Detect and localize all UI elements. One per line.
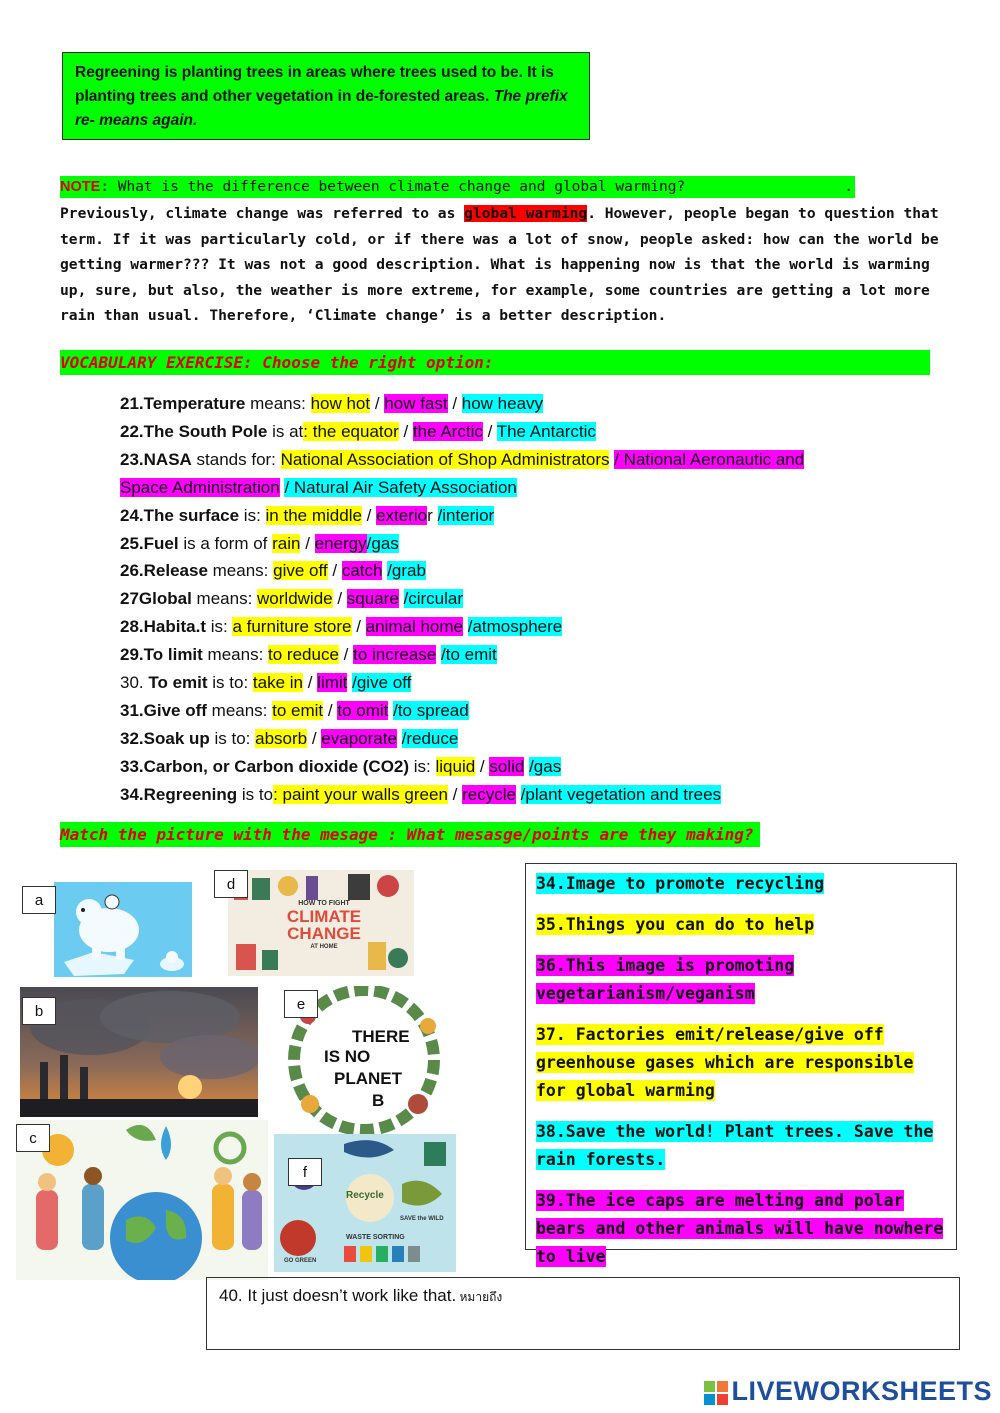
option-2[interactable]: how fast	[384, 394, 448, 413]
option-2[interactable]: solid	[489, 756, 525, 776]
message-text: 36.This image is promoting vegetarianism/veganism	[536, 956, 795, 1003]
poster-f-t3: WASTE SORTING	[346, 1234, 405, 1241]
q-connector: is:	[205, 617, 233, 637]
question-40-text: 40. It just doesn’t work like that.	[219, 1286, 457, 1305]
q-connector: is to:	[207, 673, 253, 693]
question-40-thai: หมายถึง	[456, 1290, 503, 1304]
question-28: 28.Habita.t is: a furniture store / animal home /atmosphere	[120, 617, 563, 637]
q-num: 24.	[120, 505, 144, 525]
poster-f-t4: GO GREEN	[284, 1258, 317, 1264]
question-24: 24.The surface is: in the middle / exterior /interior	[120, 505, 495, 525]
poster-e-line3: PLANET	[334, 1069, 402, 1088]
question-29: 29.To limit means: to reduce / to increase /to emit	[120, 645, 497, 665]
option-2[interactable]: energy	[314, 533, 367, 553]
q-num: 26.	[120, 561, 144, 581]
definition-text: Regreening is planting trees in areas where trees used to be. It is planting trees and other vegetation in de-forested areas.	[75, 64, 554, 105]
option-1[interactable]: National Association of Shop Administrators	[280, 449, 610, 469]
option-3[interactable]: /plant vegetation and trees	[520, 784, 722, 804]
para-before: Previously, climate change was referred to as	[60, 205, 465, 222]
q-connector: is:	[409, 756, 436, 776]
message-text: 37. Factories emit/release/give off greenhouse gases which are responsible for global warming	[536, 1025, 914, 1100]
q-connector: is:	[239, 505, 266, 525]
q-connector: means:	[206, 700, 273, 720]
q-term: To emit	[148, 673, 208, 693]
poster-e-line1: THERE	[352, 1027, 410, 1046]
option-1[interactable]: worldwide	[257, 589, 333, 609]
q-connector: is to:	[209, 728, 256, 748]
q-connector: is to	[237, 784, 274, 804]
option-1[interactable]: to reduce	[268, 645, 339, 665]
picture-f-recycling-stickers	[274, 1134, 456, 1272]
poster-f-t1: Recycle	[346, 1190, 384, 1201]
q-num: 25.	[120, 533, 144, 553]
option-3[interactable]: /grab	[387, 561, 426, 581]
option-2[interactable]: / National Aeronautic and	[614, 449, 805, 469]
label-c: c	[16, 1124, 50, 1152]
option-3[interactable]: /to emit	[441, 645, 497, 665]
option-2-cont[interactable]: Space Administration	[120, 477, 280, 497]
question-40-box[interactable]	[206, 1277, 960, 1350]
message-text: 35.Things you can do to help	[536, 915, 815, 934]
q-term: Habita.t	[143, 617, 206, 637]
match-heading: Match the picture with the mesage : What mesasge/points are they making?	[60, 822, 760, 847]
q-term: To limit	[143, 645, 203, 665]
option-3[interactable]: /gas	[366, 533, 399, 553]
option-2[interactable]: the Arctic	[412, 421, 483, 441]
question-32: 32.Soak up is to: absorb / evaporate /reduce	[120, 728, 459, 748]
polar-bear-illustration	[54, 882, 192, 977]
q-term: Temperature	[143, 394, 246, 413]
label-e: e	[284, 990, 318, 1018]
q-term: Fuel	[143, 533, 179, 553]
explanation-paragraph	[60, 201, 940, 329]
logo-text: LIVEWORKSHEETS	[731, 1376, 992, 1406]
label-f: f	[288, 1158, 322, 1186]
option-3[interactable]: /circular	[403, 589, 464, 609]
question-21: 21.Temperature means: how hot / how fast / how heavy	[120, 394, 544, 413]
option-1[interactable]: : paint your walls green	[273, 784, 448, 804]
question-27: 27Global means: worldwide / square /circular	[120, 589, 464, 609]
q-num: 21.	[120, 394, 144, 413]
option-2[interactable]: square	[346, 589, 399, 609]
q-num: 34.	[120, 784, 144, 804]
q-num: 32.	[120, 728, 144, 748]
q-connector: is a form of	[178, 533, 273, 553]
liveworksheets-logo	[704, 1376, 992, 1407]
q-term: Soak up	[143, 728, 210, 748]
label-d: d	[214, 870, 248, 898]
definition-box	[62, 52, 590, 140]
vocab-question-list	[120, 390, 940, 809]
option-1[interactable]: absorb	[255, 728, 308, 748]
q-term: The South Pole	[143, 421, 268, 441]
q-term: Give off	[143, 700, 207, 720]
q-term: Carbon, or Carbon dioxide (CO2)	[143, 756, 410, 776]
recycling-stickers-illustration	[274, 1134, 456, 1272]
question-31: 31.Give off means: to emit / to omit /to spread	[120, 700, 469, 720]
option-1[interactable]: liquid	[435, 756, 476, 776]
q-num: 23.	[120, 449, 144, 469]
q-num: 27	[120, 589, 139, 609]
note-dot: .	[844, 179, 853, 195]
option-3[interactable]: /to spread	[393, 700, 469, 720]
poster-d-small2: AT HOME	[310, 944, 338, 950]
question-22: 22.The South Pole is at: the equator / the Arctic / The Antarctic	[120, 421, 596, 441]
picture-a-polar-bear	[54, 882, 192, 977]
question-30: 30. To emit is to: take in / limit /give off	[120, 673, 412, 693]
people-earth-illustration	[16, 1120, 268, 1280]
label-b: b	[22, 997, 56, 1025]
option-1[interactable]: give off	[273, 561, 328, 581]
label-a: a	[22, 886, 56, 914]
question-23-cont	[120, 474, 940, 502]
poster-e-line2: IS NO	[324, 1047, 371, 1066]
q-connector: means:	[207, 561, 274, 581]
poster-d-line1: CLIMATE	[286, 907, 362, 926]
picture-c-people-earth	[16, 1120, 268, 1280]
message-text: 39.The ice caps are melting and polar bears and other animals will have nowhere to live	[536, 1191, 944, 1266]
message-37	[536, 1021, 946, 1105]
picture-d-climate-poster	[228, 870, 414, 976]
message-39	[536, 1187, 946, 1271]
q-connector: stands for:	[191, 449, 281, 469]
note-question: : What is the difference between climate change and global warming?	[100, 179, 686, 195]
option-1[interactable]: rain	[272, 533, 301, 553]
message-text: 38.Save the world! Plant trees. Save the rain forests.	[536, 1122, 934, 1169]
option-3[interactable]: /gas	[529, 756, 562, 776]
option-1[interactable]: : the equator	[303, 421, 399, 441]
question-25: 25.Fuel is a form of rain / energy/gas	[120, 533, 399, 553]
poster-f-t2: SAVE the WILD	[400, 1216, 444, 1222]
message-34	[536, 870, 946, 898]
option-1[interactable]: take in	[252, 673, 303, 693]
message-38	[536, 1118, 946, 1174]
q-num: 22.	[120, 421, 144, 441]
option-3[interactable]: /give off	[352, 673, 412, 693]
option-3[interactable]: /interior	[437, 505, 495, 525]
option-2-tail: r	[427, 505, 438, 525]
question-33: 33.Carbon, or Carbon dioxide (CO2) is: liquid / solid /gas	[120, 756, 562, 776]
option-2[interactable]: to increase	[353, 645, 437, 665]
q-connector: means:	[245, 394, 311, 413]
option-1[interactable]: to emit	[272, 700, 324, 720]
messages-box	[525, 863, 957, 1266]
option-2[interactable]: evaporate	[321, 728, 397, 748]
option-2[interactable]: catch	[341, 561, 383, 581]
option-1[interactable]: a furniture store	[232, 617, 352, 637]
option-2[interactable]: animal home	[365, 617, 463, 637]
message-35	[536, 911, 946, 939]
q-connector: means:	[202, 645, 269, 665]
q-term: Regreening	[143, 784, 238, 804]
option-2[interactable]: limit	[317, 673, 348, 693]
q-num: 30.	[120, 673, 149, 693]
q-num: 28.	[120, 617, 144, 637]
vocab-heading: VOCABULARY EXERCISE: Choose the right option:	[60, 350, 930, 375]
logo-grid-icon	[704, 1381, 728, 1405]
note-label: NOTE	[60, 179, 101, 195]
option-1[interactable]: in the middle	[265, 505, 362, 525]
option-2[interactable]: exterio	[376, 505, 428, 525]
question-23	[120, 446, 940, 474]
q-connector: is at	[267, 421, 304, 441]
poster-e-line4: B	[372, 1091, 385, 1110]
option-3[interactable]: The Antarctic	[496, 421, 596, 441]
q-term: The surface	[143, 505, 240, 525]
q-num: 29.	[120, 645, 144, 665]
q-term: Global	[138, 589, 192, 609]
poster-d-small: HOW TO FIGHT	[298, 900, 350, 907]
question-26: 26.Release means: give off / catch /grab	[120, 561, 426, 581]
option-2[interactable]: recycle	[462, 784, 516, 804]
q-num: 31.	[120, 700, 144, 720]
option-1[interactable]: how hot	[310, 394, 371, 413]
note-line	[60, 176, 855, 198]
option-3[interactable]: /reduce	[401, 728, 459, 748]
q-connector: means:	[191, 589, 258, 609]
para-highlight: global warming	[464, 205, 588, 222]
poster-d-line2: CHANGE	[287, 924, 361, 943]
message-text: 34.Image to promote recycling	[536, 874, 825, 893]
q-num: 33.	[120, 756, 144, 776]
q-term: NASA	[143, 449, 192, 469]
para-after: . However, people began to question that term. If it was particularly cold, or if there was a lot of snow, people asked: how can the world be getting warmer??? It was not a good description. What is happening now is that the world is warming up, sure, but also, the weather is more extreme, for example, some countries are getting a lot more rain than usual. Therefore, ‘Climate change’ is a better description.	[60, 205, 939, 324]
definition-italic: The prefix re- means again.	[75, 88, 568, 129]
q-term: Release	[143, 561, 208, 581]
message-36	[536, 952, 946, 1008]
option-3[interactable]: /atmosphere	[467, 617, 563, 637]
option-3[interactable]: / Natural Air Safety Association	[284, 477, 517, 497]
question-34: 34.Regreening is to: paint your walls green / recycle /plant vegetation and trees	[120, 784, 722, 804]
option-3[interactable]: how heavy	[461, 394, 544, 413]
option-2[interactable]: to omit	[337, 700, 389, 720]
